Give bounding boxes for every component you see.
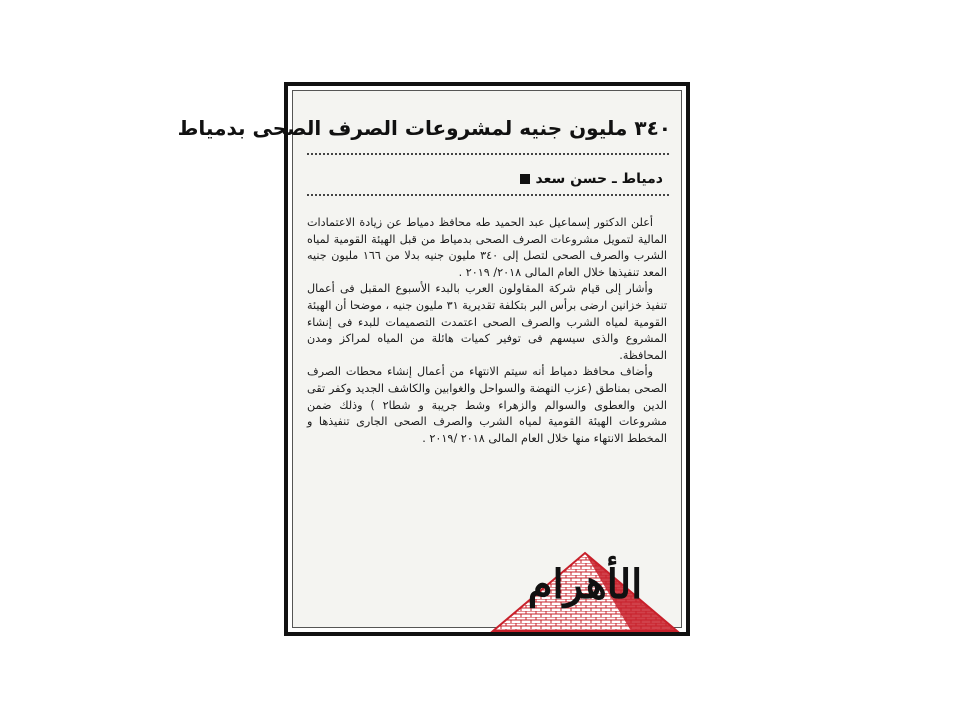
logo-text: الأهرام (527, 561, 643, 608)
article-headline: ٣٤٠ مليون جنيه لمشروعات الصرف الصحى بدمياط (177, 116, 671, 140)
article-paragraph: وأشار إلى قيام شركة المقاولون العرب بالبدء الأسبوع المقبل فى أعمال تنفيذ خزانين ارضى برأس البر بتكلفة تقديرية ٣١ مليون جنيه ، موضحا أن الهيئة القومية لمياه الشرب والصرف الصحى اعتمدت التصميمات للبدء فى إنشاء المشروع والذى سيسهم فى توفير كميات هائلة من المياه لمراكز ومدن المحافظة. (307, 282, 667, 362)
clipping-frame (177, 82, 690, 636)
article-paragraph: أعلن الدكتور إسماعيل عبد الحميد طه محافظ دمياط عن زيادة الاعتمادات المالية لتمويل مشروعات الصرف الصحى بدمياط من قبل الهيئة القومية لمياه الشرب والصرف الصحى لتصل إلى ٣٤٠ مليون جنيه بدلا من ١٦٦ مليون جنيه المعد تنفيذها خلال العام المالى ٢٠١٨/ ٢٠١٩ . (307, 216, 667, 279)
article-body (307, 215, 667, 447)
byline-text: دمياط ـ حسن سعد (535, 171, 663, 187)
byline-rule (307, 194, 669, 196)
article-byline (520, 171, 663, 187)
article-paragraph: وأضاف محافظ دمياط أنه سيتم الانتهاء من أعمال إنشاء محطات الصرف الصحى بمناطق (عزب النهضة والسواحل والغوابين والكاشف الجديد وكفر تقى الدين والعطوى والسوالم والزهراء وشط جريبة و شطا٢ ) وذلك ضمن مشروعات الهيئة القومية لمياه الشرب والصرف الصحى الجارى تنفيذها و المخطط الانتهاء منها خلال العام المالى ٢٠١٨ /٢٠١٩ . (307, 365, 667, 445)
byline-square-icon (520, 174, 530, 184)
headline-rule (307, 153, 669, 155)
newspaper-clipping (177, 90, 682, 628)
al-ahram-logo (491, 551, 679, 633)
